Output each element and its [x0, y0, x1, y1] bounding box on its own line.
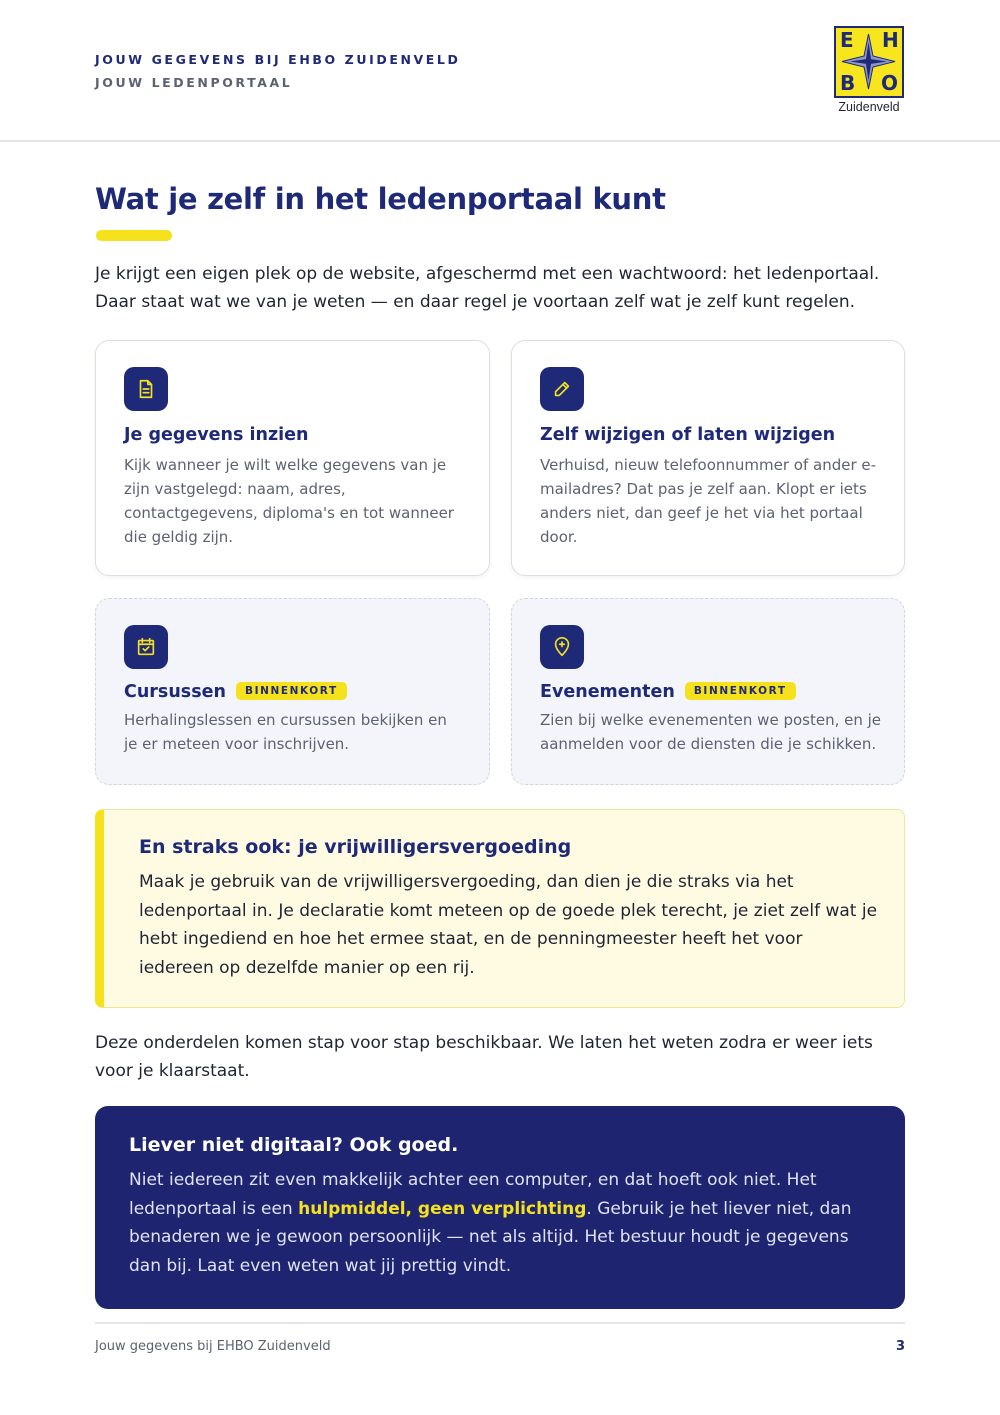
logo-letter-o: O	[881, 71, 899, 95]
document-icon	[124, 367, 168, 411]
pencil-icon	[540, 367, 584, 411]
footer-document-title: Jouw gegevens bij EHBO Zuidenveld	[95, 1339, 331, 1354]
feature-card-courses	[95, 598, 490, 785]
logo-letter-b: B	[840, 71, 856, 95]
logo-letter-e: E	[840, 28, 854, 52]
title-underline-accent	[96, 230, 172, 241]
coming-soon-badge: BINNENKORT	[236, 682, 347, 700]
offline-panel-title: Liever niet digitaal? Ook goed.	[129, 1134, 459, 1156]
callout-text: Maak je gebruik van de vrijwilligersvergoeding, dan dien je die straks via het ledenportaal in. Je declaratie komt meteen op de goede plek terecht, je ziet zelf wat je hebt ingediend en hoe het ermee staat, en de penningmeester heeft het voor iedereen op dezelfde manier op een rij.	[139, 872, 878, 978]
feature-card-view-data	[95, 340, 490, 576]
card-title: Je gegevens inzien	[124, 425, 309, 445]
card-title-row	[540, 682, 796, 702]
offline-option-panel	[95, 1106, 905, 1309]
card-title: Cursussen	[124, 682, 226, 702]
page-title: Wat je zelf in het ledenportaal kunt	[95, 182, 666, 216]
page-header	[0, 0, 1000, 142]
footer-divider	[95, 1322, 905, 1324]
feature-card-edit-data	[511, 340, 905, 576]
offline-text-highlight: hulpmiddel, geen verplichting	[298, 1198, 587, 1219]
coming-soon-badge: BINNENKORT	[685, 682, 796, 700]
offline-text-after: . Gebruik je het liever niet, dan benaderen we je gewoon persoonlijk — net als altijd. Het bestuur houdt je gegevens dan bij. Laat even weten wat jij prettig vindt.	[129, 1198, 852, 1276]
feature-card-events	[511, 598, 905, 785]
offline-panel-text	[129, 1166, 879, 1280]
volunteer-allowance-callout	[95, 809, 905, 1008]
callout-title: En straks ook: je vrijwilligersvergoeding	[139, 836, 572, 858]
offline-text-before: Niet iedereen zit even makkelijk achter een computer, en dat hoeft ook niet. Het ledenportaal is een	[129, 1170, 817, 1219]
card-text: Kijk wanneer je wilt welke gegevens van je zijn vastgelegd: naam, adres, contactgegevens, diploma's en tot wanneer die geldig zijn.	[124, 456, 454, 546]
card-title-row	[124, 682, 347, 702]
logo-letter-h: H	[882, 28, 899, 52]
card-text: Herhalingslessen en cursussen bekijken en je er meteen voor inschrijven.	[124, 711, 447, 753]
availability-paragraph: Deze onderdelen komen stap voor stap beschikbaar. We laten het weten zodra er weer iets voor je klaarstaat.	[95, 1033, 873, 1081]
header-section-title: JOUW LEDENPORTAAL	[95, 75, 293, 90]
ehbo-logo	[834, 26, 904, 118]
calendar-check-icon	[124, 625, 168, 669]
logo-caption: Zuidenveld	[838, 100, 900, 114]
card-title: Evenementen	[540, 682, 675, 702]
intro-paragraph: Je krijgt een eigen plek op de website, afgeschermd met een wachtwoord: het ledenportaal. Daar staat wat we van je weten — en daar regel je voortaan zelf wat je zelf kunt regelen.	[95, 264, 880, 312]
location-plus-icon	[540, 625, 584, 669]
card-text: Zien bij welke evenementen we posten, en je aanmelden voor de diensten die je schikken.	[540, 711, 882, 753]
page-number: 3	[895, 1339, 905, 1354]
logo-emblem	[834, 26, 904, 98]
header-document-title: JOUW GEGEVENS BIJ EHBO ZUIDENVELD	[95, 52, 461, 67]
card-title: Zelf wijzigen of laten wijzigen	[540, 425, 836, 445]
card-text: Verhuisd, nieuw telefoonnummer of ander e-mailadres? Dat pas je zelf aan. Klopt er iets anders niet, dan geef je het via het portaal door.	[540, 456, 877, 546]
